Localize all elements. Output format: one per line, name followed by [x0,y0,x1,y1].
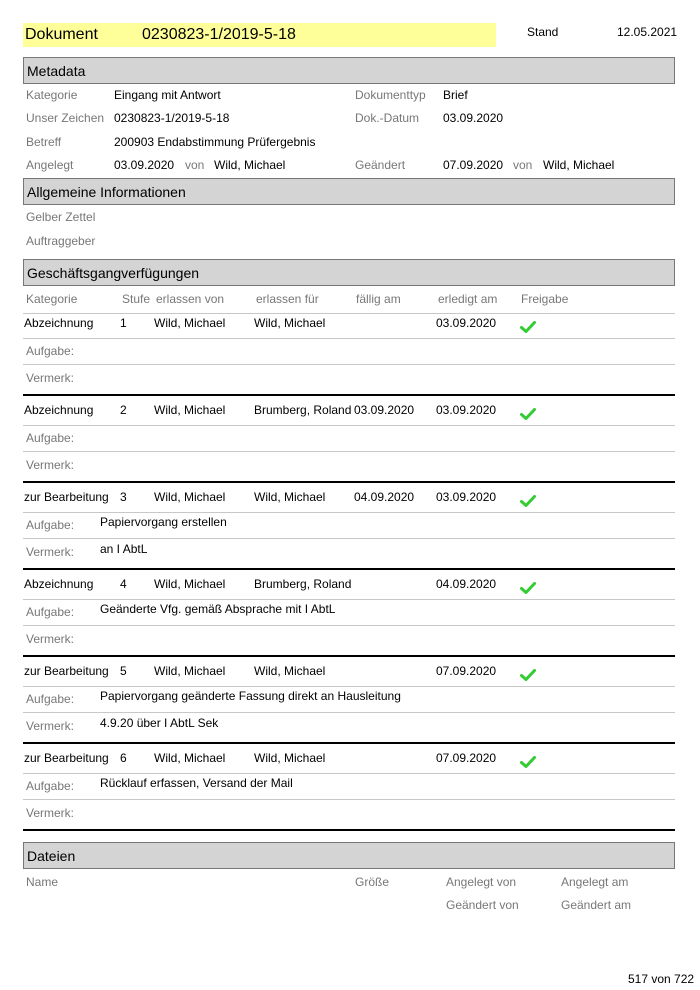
row-kategorie: zur Bearbeitung [24,751,109,765]
geaendert-by: Wild, Michael [543,158,615,172]
row-faellig-am: 03.09.2020 [354,403,415,417]
dateien-angelegt-am-label: Angelegt am [561,875,629,889]
unser-zeichen-label: Unser Zeichen [26,111,105,125]
section-dateien [23,842,675,869]
col-erlassen-von: erlassen von [156,292,225,306]
row-erlassen-von: Wild, Michael [154,664,226,678]
dokumenttyp-label: Dokumenttyp [355,88,426,102]
check-icon [520,582,536,594]
col-erledigt-am: erledigt am [438,292,498,306]
document-id: 0230823-1/2019-5-18 [142,26,296,43]
row-erlassen-von: Wild, Michael [154,490,226,504]
row-kategorie: zur Bearbeitung [24,664,109,678]
aufgabe-label: Aufgabe: [26,692,75,706]
section-metadata [23,57,675,84]
divider [23,451,675,452]
document-header [23,23,496,47]
document-label: Dokument [25,26,98,43]
col-faellig-am: fällig am [356,292,401,306]
gelber-zettel-label: Gelber Zettel [26,210,96,224]
divider [23,512,675,513]
auftraggeber-label: Auftraggeber [26,234,96,248]
row-erlassen-fuer: Wild, Michael [254,751,326,765]
col-kategorie: Kategorie [26,292,78,306]
row-stufe: 3 [120,490,127,504]
betreff-value: 200903 Endabstimmung Prüfergebnis [114,135,316,149]
section-allgemeine-informationen [23,178,675,205]
divider [23,599,675,600]
vermerk-label: Vermerk: [26,806,75,820]
geaendert-date: 07.09.2020 [443,158,504,172]
row-erlassen-von: Wild, Michael [154,751,226,765]
page-number: 517 von 722 [628,972,695,986]
divider [23,338,675,339]
aufgabe-label: Aufgabe: [26,605,75,619]
row-stufe: 6 [120,751,127,765]
row-kategorie: Abzeichnung [24,403,94,417]
row-stufe: 1 [120,316,127,330]
row-erlassen-fuer: Wild, Michael [254,490,326,504]
block-separator [23,568,675,570]
row-stufe: 2 [120,403,127,417]
dateien-name-label: Name [26,875,59,889]
angelegt-von-label: von [185,158,205,172]
row-kategorie: Abzeichnung [24,316,94,330]
block-separator [23,394,675,396]
divider [23,799,675,800]
dokumenttyp-value: Brief [443,88,468,102]
aufgabe-label: Aufgabe: [26,518,75,532]
aufgabe-label: Aufgabe: [26,344,75,358]
row-erlassen-fuer: Brumberg, Roland [254,577,352,591]
vermerk-value: an I AbtL [100,542,148,556]
row-stufe: 4 [120,577,127,591]
divider [23,625,675,626]
vermerk-label: Vermerk: [26,545,75,559]
kategorie-value: Eingang mit Antwort [114,88,221,102]
row-erledigt-am: 03.09.2020 [436,403,497,417]
row-erledigt-am: 03.09.2020 [436,490,497,504]
check-icon [520,495,536,507]
row-erlassen-von: Wild, Michael [154,403,226,417]
col-freigabe: Freigabe [521,292,569,306]
vermerk-label: Vermerk: [26,371,75,385]
row-erlassen-fuer: Brumberg, Roland [254,403,352,417]
divider [23,364,675,365]
dateien-geaendert-von-label: Geändert von [446,898,519,912]
dateien-geaendert-am-label: Geändert am [561,898,632,912]
aufgabe-label: Aufgabe: [26,779,75,793]
row-stufe: 5 [120,664,127,678]
block-separator [23,655,675,657]
aufgabe-value: Rücklauf erfassen, Versand der Mail [100,776,293,790]
divider [23,425,675,426]
block-separator [23,742,675,744]
col-erlassen-fuer: erlassen für [256,292,319,306]
geaendert-label: Geändert [355,158,406,172]
aufgabe-value: Papiervorgang geänderte Fassung direkt an Hausleitung [100,689,401,703]
dok-datum-value: 03.09.2020 [443,111,504,125]
kategorie-label: Kategorie [26,88,78,102]
section-title: Metadata [27,63,86,79]
dok-datum-label: Dok.-Datum [355,111,420,125]
col-stufe: Stufe [122,292,151,306]
vermerk-label: Vermerk: [26,719,75,733]
angelegt-label: Angelegt [26,158,74,172]
divider [23,538,675,539]
unser-zeichen-value: 0230823-1/2019-5-18 [114,111,230,125]
divider [23,686,675,687]
aufgabe-value: Papiervorgang erstellen [100,515,227,529]
vermerk-label: Vermerk: [26,632,75,646]
divider [23,313,675,314]
divider [23,773,675,774]
angelegt-by: Wild, Michael [214,158,286,172]
stand-date: 12.05.2021 [617,25,678,39]
vermerk-label: Vermerk: [26,458,75,472]
divider [23,712,675,713]
check-icon [520,756,536,768]
row-kategorie: Abzeichnung [24,577,94,591]
section-title: Geschäftsgangverfügungen [27,265,200,281]
aufgabe-label: Aufgabe: [26,431,75,445]
block-separator [23,829,675,831]
dateien-angelegt-von-label: Angelegt von [446,875,517,889]
row-erlassen-fuer: Wild, Michael [254,664,326,678]
row-erlassen-von: Wild, Michael [154,316,226,330]
vermerk-value: 4.9.20 über I AbtL Sek [100,716,219,730]
row-faellig-am: 04.09.2020 [354,490,415,504]
geaendert-von-label: von [513,158,533,172]
row-erledigt-am: 04.09.2020 [436,577,497,591]
section-title: Allgemeine Informationen [27,184,186,200]
block-separator [23,481,675,483]
row-erlassen-fuer: Wild, Michael [254,316,326,330]
aufgabe-value: Geänderte Vfg. gemäß Absprache mit I AbtL [100,602,336,616]
betreff-label: Betreff [26,135,62,149]
row-erledigt-am: 03.09.2020 [436,316,497,330]
check-icon [520,669,536,681]
row-kategorie: zur Bearbeitung [24,490,109,504]
check-icon [520,408,536,420]
check-icon [520,321,536,333]
angelegt-date: 03.09.2020 [114,158,175,172]
section-geschaeftsgang [23,259,675,286]
row-erledigt-am: 07.09.2020 [436,664,497,678]
dateien-groesse-label: Größe [355,875,390,889]
stand-label: Stand [527,25,559,39]
section-title: Dateien [27,848,76,864]
row-erlassen-von: Wild, Michael [154,577,226,591]
row-erledigt-am: 07.09.2020 [436,751,497,765]
